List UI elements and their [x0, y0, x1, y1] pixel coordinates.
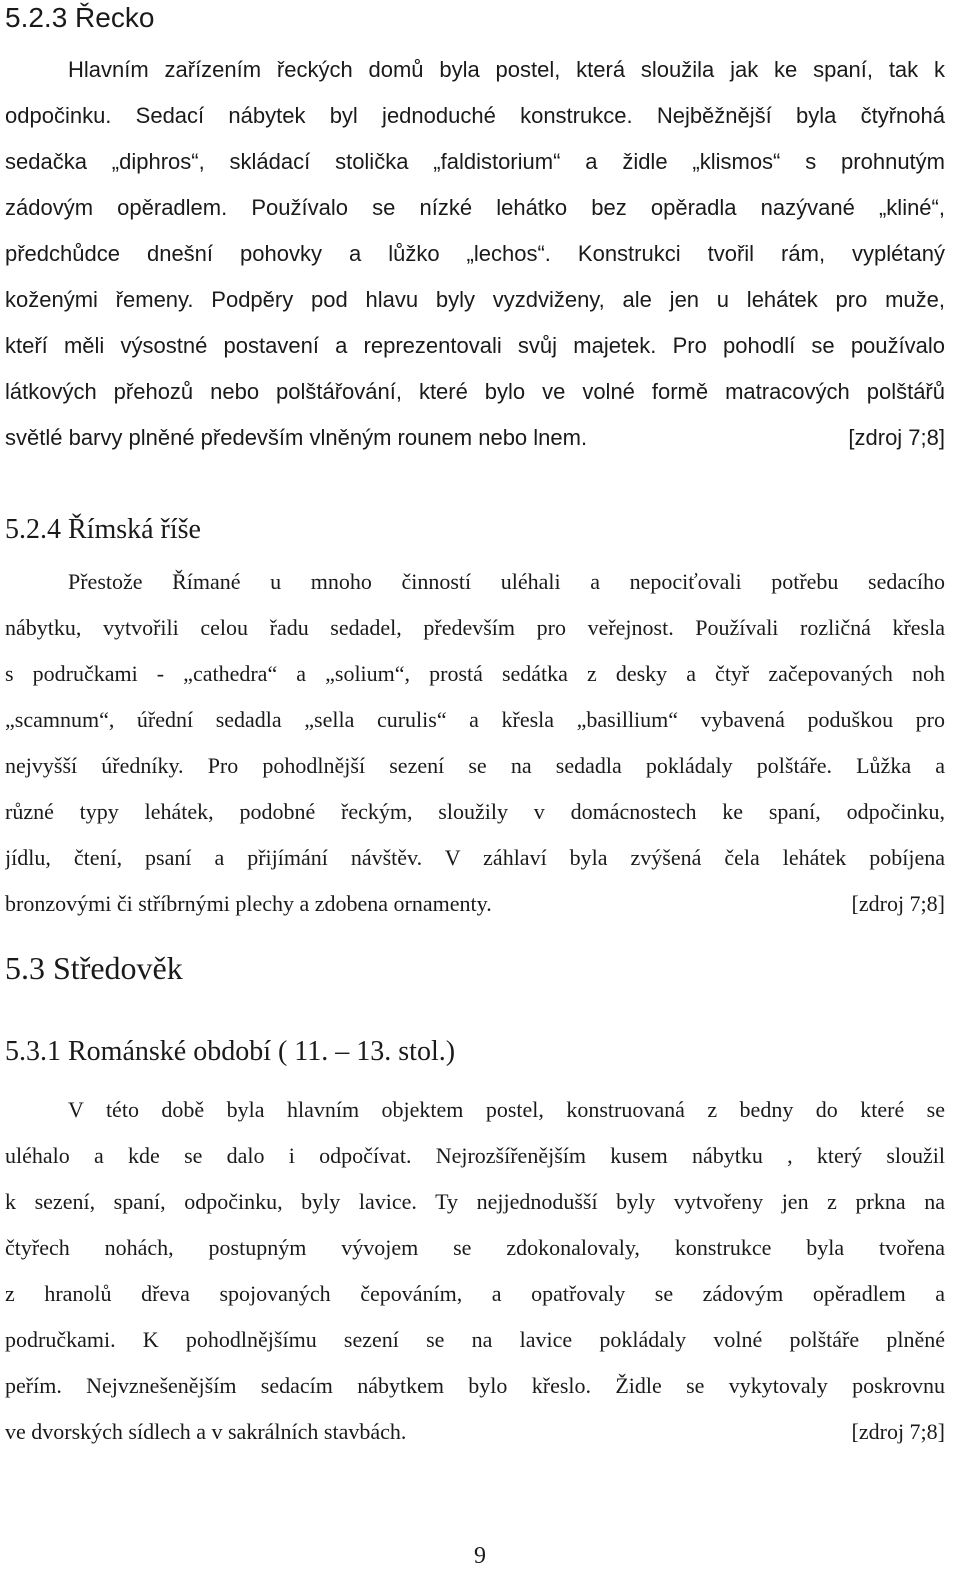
text-line: ve dvorských sídlech a v sakrálních stavbách. [5, 1419, 407, 1444]
heading-middle-ages: 5.3 Středověk [5, 950, 183, 986]
text-line: odpočinku. Sedací nábytek byl jednoduché konstrukce. Nejběžnější byla čtyřnohá [5, 103, 945, 128]
text-line: čtyřech nohách, postupným vývojem se zdokonalovaly, konstrukce byla tvořena [5, 1235, 945, 1260]
text-line: kteří měli výsostné postavení a reprezentovali svůj majetek. Pro pohodlí se používalo [5, 333, 945, 358]
text-line: jídlu, čtení, psaní a přijímání návštěv. V záhlaví byla zvýšená čela lehátek pobíjena [5, 845, 945, 870]
text-line-with-source [5, 1409, 945, 1455]
text-line: „scamnum“, úřední sedadla „sella curulis“ a křesla „basillium“ vybavená poduškou pro [5, 707, 945, 732]
text-line: nejvyšší úředníky. Pro pohodlnější sezení se na sedadla pokládaly polštáře. Lůžka a [5, 753, 945, 778]
text-line: různé typy lehátek, podobné řeckým, sloužily v domácnostech ke spaní, odpočinku, [5, 799, 945, 824]
text-line: světlé barvy plněné především vlněným rounem nebo lnem. [5, 425, 588, 450]
source-citation: [zdroj 7;8] [851, 1419, 945, 1444]
text-line: područkami. K pohodlnějšímu sezení se na lavice pokládaly volné polštáře plněné [5, 1327, 945, 1352]
source-citation: [zdroj 7;8] [851, 891, 945, 916]
text-line: sedačka „diphros“, skládací stolička „faldistorium“ a židle „klismos“ s prohnutým [5, 149, 945, 174]
text-line: zádovým opěradlem. Používalo se nízké lehátko bez opěradla nazývané „kliné“, [5, 195, 945, 220]
text-line: k sezení, spaní, odpočinku, byly lavice. Ty nejjednodušší byly vytvořeny jen z prkna na [5, 1189, 945, 1214]
text-line-with-source [5, 415, 945, 461]
text-line: nábytku, vytvořili celou řadu sedadel, především pro veřejnost. Používali rozličná křesla [5, 615, 945, 640]
heading-romanesque: 5.3.1 Románské období ( 11. – 13. stol.) [5, 1036, 456, 1067]
heading-greece: 5.2.3 Řecko [5, 2, 155, 33]
text-line: látkových přehozů nebo polštářování, které bylo ve volné formě matracových polštářů [5, 379, 945, 404]
text-line: Hlavním zařízením řeckých domů byla postel, která sloužila jak ke spaní, tak k [68, 57, 945, 82]
source-citation: [zdroj 7;8] [848, 425, 945, 450]
heading-rome: 5.2.4 Římská říše [5, 514, 201, 545]
text-line: uléhalo a kde se dalo i odpočívat. Nejrozšířenějším kusem nábytku , který sloužil [5, 1143, 945, 1168]
text-line: předchůdce dnešní pohovky a lůžko „lechos“. Konstrukci tvořil rám, vyplétaný [5, 241, 945, 266]
text-line: koženými řemeny. Podpěry pod hlavu byly vyzdviženy, ale jen u lehátek pro muže, [5, 287, 945, 312]
page-number: 9 [474, 1543, 486, 1569]
text-line: s područkami - „cathedra“ a „solium“, prostá sedátka z desky a čtyř začepovaných noh [5, 661, 945, 686]
paragraph-romanesque [5, 1087, 945, 1455]
paragraph-rome [5, 559, 945, 927]
text-line-with-source [5, 881, 945, 927]
text-line: peřím. Nejvznešenějším sedacím nábytkem bylo křeslo. Židle se vykytovaly poskrovnu [5, 1373, 945, 1398]
text-line: bronzovými či stříbrnými plechy a zdobena ornamenty. [5, 891, 492, 916]
text-line: z hranolů dřeva spojovaných čepováním, a opatřovaly se zádovým opěradlem a [5, 1281, 945, 1306]
text-line: V této době byla hlavním objektem postel, konstruovaná z bedny do které se [68, 1097, 945, 1122]
text-line: Přestože Římané u mnoho činností uléhali a nepociťovali potřebu sedacího [68, 569, 945, 594]
paragraph-greece [5, 47, 945, 461]
